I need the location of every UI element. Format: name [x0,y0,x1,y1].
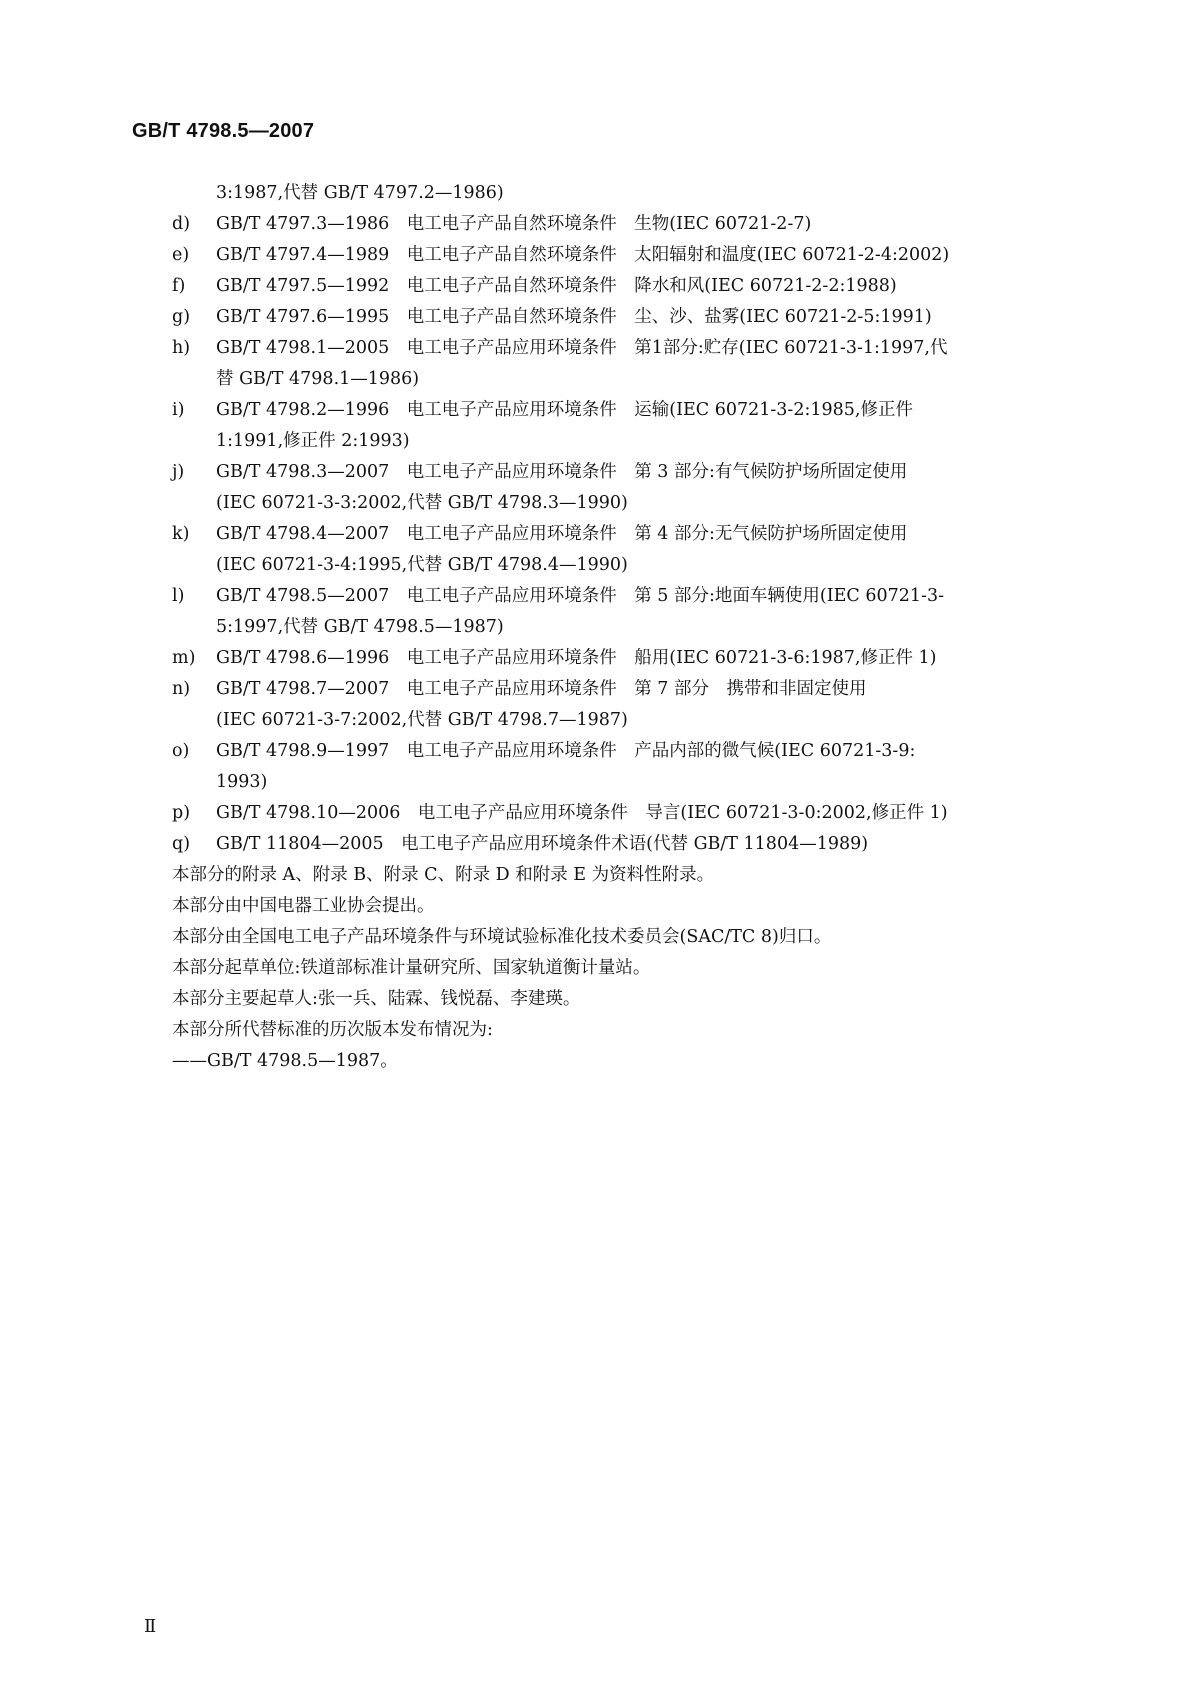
reference-line: GB/T 4798.2—1996 电工电子产品应用环境条件 运输(IEC 60721-3-2:1985,修正件 [216,400,913,420]
reference-line: 替 GB/T 4798.1—1986) [216,369,420,389]
reference-item [172,333,1060,395]
reference-text [216,457,1060,519]
paragraph: 本部分由中国电器工业协会提出。 [172,896,435,916]
reference-line: (IEC 60721-3-4:1995,代替 GB/T 4798.4—1990) [216,555,628,575]
reference-item [172,302,1060,333]
reference-text [216,519,1060,581]
list-marker: j) [172,462,185,482]
list-marker: q) [172,834,191,854]
reference-line: GB/T 4797.6—1995 电工电子产品自然环境条件 尘、沙、盐雾(IEC 60721-2-5:1991) [216,307,932,327]
reference-item [172,581,1060,643]
reference-item [172,240,1060,271]
reference-line: 5:1997,代替 GB/T 4798.5—1987) [216,617,504,637]
list-marker: i) [172,400,185,420]
list-marker: k) [172,524,190,544]
list-marker: h) [172,338,191,358]
reference-line: GB/T 4798.6—1996 电工电子产品应用环境条件 船用(IEC 60721-3-6:1987,修正件 1) [216,648,937,668]
reference-line: GB/T 4798.10—2006 电工电子产品应用环境条件 导言(IEC 60721-3-0:2002,修正件 1) [216,803,948,823]
reference-line: GB/T 4798.9—1997 电工电子产品应用环境条件 产品内部的微气候(IEC 60721-3-9: [216,741,916,761]
reference-line: GB/T 4798.5—2007 电工电子产品应用环境条件 第 5 部分:地面车辆使用(IEC 60721-3- [216,586,944,606]
reference-line: GB/T 4797.3—1986 电工电子产品自然环境条件 生物(IEC 60721-2-7) [216,214,812,234]
reference-line: (IEC 60721-3-3:2002,代替 GB/T 4798.3—1990) [216,493,628,513]
list-marker: m) [172,648,196,668]
reference-line: GB/T 4797.4—1989 电工电子产品自然环境条件 太阳辐射和温度(IEC 60721-2-4:2002) [216,245,950,265]
list-marker: p) [172,803,191,823]
reference-item [172,798,1060,829]
reference-line: GB/T 11804—2005 电工电子产品应用环境条件术语(代替 GB/T 11804—1989) [216,834,869,854]
reference-line: (IEC 60721-3-7:2002,代替 GB/T 4798.7—1987) [216,710,628,730]
reference-text [216,302,1060,333]
reference-item [172,829,1060,860]
reference-item [172,457,1060,519]
paragraph-list [172,860,1060,1077]
reference-text [216,581,1060,643]
reference-item [172,643,1060,674]
list-marker: l) [172,586,185,606]
reference-line: 1:1991,修正件 2:1993) [216,431,410,451]
reference-text [216,240,1060,271]
reference-text [216,829,1060,860]
reference-item [172,519,1060,581]
reference-text [216,798,1060,829]
reference-line: GB/T 4797.5—1992 电工电子产品自然环境条件 降水和风(IEC 60721-2-2:1988) [216,276,897,296]
list-marker: g) [172,307,191,327]
reference-text [216,643,1060,674]
list-marker: f) [172,276,186,296]
reference-item [172,271,1060,302]
paragraph: 本部分起草单位:铁道部标准计量研究所、国家轨道衡计量站。 [172,958,651,978]
reference-line: GB/T 4798.4—2007 电工电子产品应用环境条件 第 4 部分:无气候防护场所固定使用 [216,524,908,544]
reference-item [172,395,1060,457]
paragraph: 本部分的附录 A、附录 B、附录 C、附录 D 和附录 E 为资料性附录。 [172,865,715,885]
reference-text [216,395,1060,457]
reference-text [216,736,1060,798]
list-marker: n) [172,679,191,699]
reference-line: GB/T 4798.7—2007 电工电子产品应用环境条件 第 7 部分 携带和非固定使用 [216,679,867,699]
reference-item [172,736,1060,798]
reference-list [172,209,1060,860]
paragraph: 本部分由全国电工电子产品环境条件与环境试验标准化技术委员会(SAC/TC 8)归口。 [172,927,832,947]
document-header: GB/T 4798.5—2007 [132,120,315,142]
reference-item [172,209,1060,240]
reference-line: GB/T 4798.1—2005 电工电子产品应用环境条件 第1部分:贮存(IEC 60721-3-1:1997,代 [216,338,948,358]
list-marker: e) [172,245,190,265]
paragraph: 本部分主要起草人:张一兵、陆霖、钱悦磊、李建瑛。 [172,989,581,1009]
continuation-line: 3:1987,代替 GB/T 4797.2—1986) [216,183,504,203]
reference-line: GB/T 4798.3—2007 电工电子产品应用环境条件 第 3 部分:有气候防护场所固定使用 [216,462,908,482]
list-marker: d) [172,214,191,234]
list-marker: o) [172,741,190,761]
reference-text [216,271,1060,302]
reference-text [216,333,1060,395]
reference-text [216,209,1060,240]
reference-text [216,674,1060,736]
page-body [172,178,1060,1077]
reference-item [172,674,1060,736]
paragraph: 本部分所代替标准的历次版本发布情况为: [172,1020,493,1040]
page-number: Ⅱ [144,1616,157,1637]
paragraph: ——GB/T 4798.5—1987。 [172,1051,398,1071]
reference-line: 1993) [216,772,268,792]
